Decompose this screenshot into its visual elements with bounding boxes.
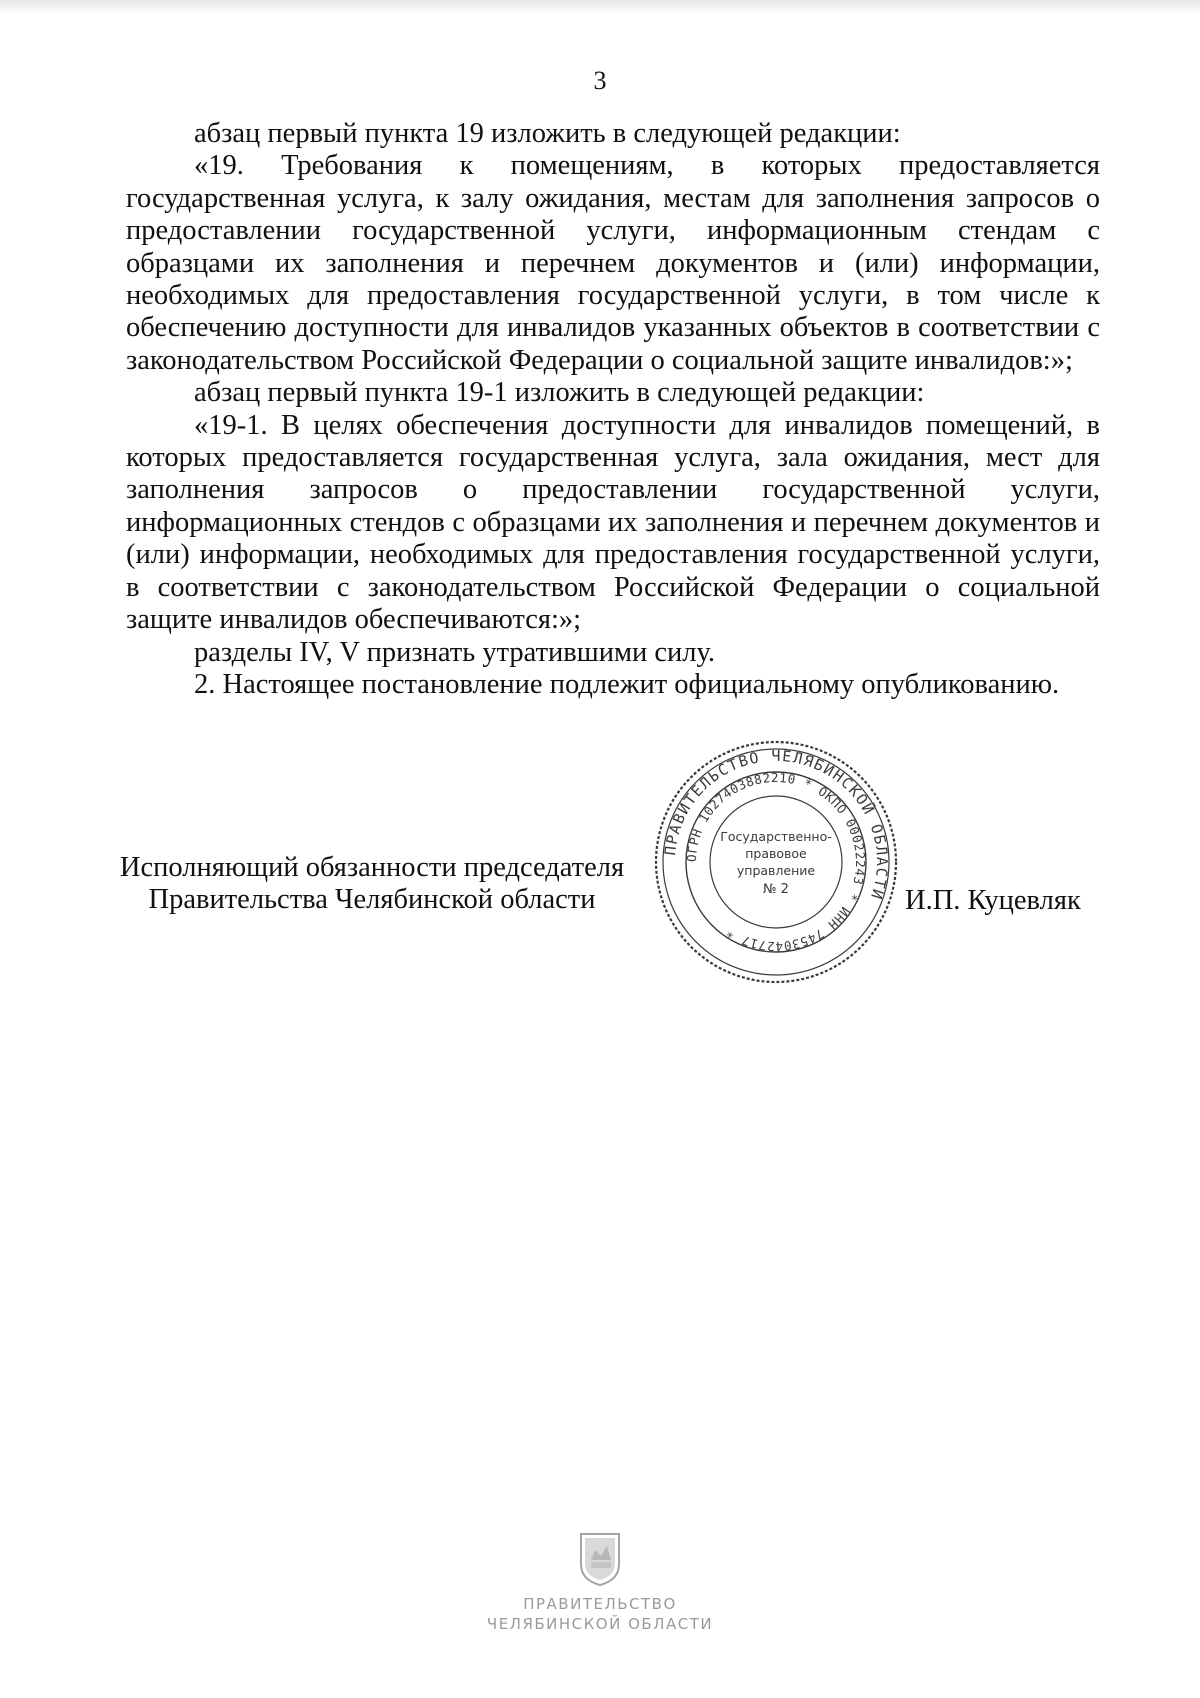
stamp-outer-text: ПРАВИТЕЛЬСТВО ЧЕЛЯБИНСКОЙ ОБЛАСТИ [661, 746, 892, 903]
signer-name: И.П. Куцевляк [905, 885, 1081, 916]
stamp-center-line-2: правовое [745, 846, 807, 861]
page-number: 3 [593, 66, 607, 95]
official-stamp [652, 738, 900, 986]
signature-position [112, 852, 632, 917]
footer-emblem-block [0, 1530, 1200, 1634]
footer-line-1: ПРАВИТЕЛЬСТВО [523, 1595, 677, 1613]
stamp-center-line-1: Государственно- [720, 829, 832, 844]
signature-position-line-1: Исполняющий обязанности председателя [119, 852, 625, 883]
signature-position-line-2: Правительства Челябинской области [148, 884, 596, 916]
footer-line-2: ЧЕЛЯБИНСКОЙ ОБЛАСТИ [486, 1615, 714, 1633]
paragraph-4: «19-1. В целях обеспечения доступности для инвалидов помещений, в которых предоставляется государственная услуга, зала ожидания, мест для заполнения запросов о предоставлении государственной услуги, информационных стендов с образцами их заполнения и перечнем документов и (или) информации, необходимых для предоставления государственной услуги, в соответствии с законодательством Российской Федерации о социальной защите инвалидов обеспечиваются:»; [126, 409, 1100, 636]
document-body [126, 118, 1100, 701]
scan-edge [0, 0, 1200, 14]
paragraph-1: абзац первый пункта 19 изложить в следующей редакции: [194, 118, 901, 149]
coat-of-arms-icon [577, 1530, 623, 1588]
stamp-inner-circle [710, 796, 842, 928]
stamp-center-line-4: № 2 [763, 882, 789, 897]
paragraph-5: разделы IV, V признать утратившими силу. [194, 636, 716, 668]
paragraph-3: абзац первый пункта 19-1 изложить в следующей редакции: [194, 377, 925, 409]
paragraph-2: «19. Требования к помещениям, в которых предоставляется государственная услуга, к залу ожидания, местам для заполнения запросов о предоставлении государственной услуги, информационным стендам с образцами их заполнения и перечнем документов и (или) информации, необходимых для предоставления государственной услуги, в том числе к обеспечению доступности для инвалидов указанных объектов в соответствии с законодательством Российской Федерации о социальной защите инвалидов:»; [126, 150, 1100, 376]
stamp-inner-text: ОГРН 1027403882210 * ОКПО 00022243 * ИНН 7453042717 * [683, 769, 869, 955]
paragraph-6: 2. Настоящее постановление подлежит официальному опубликованию. [194, 668, 1060, 700]
stamp-center-line-3: управление [736, 863, 816, 878]
